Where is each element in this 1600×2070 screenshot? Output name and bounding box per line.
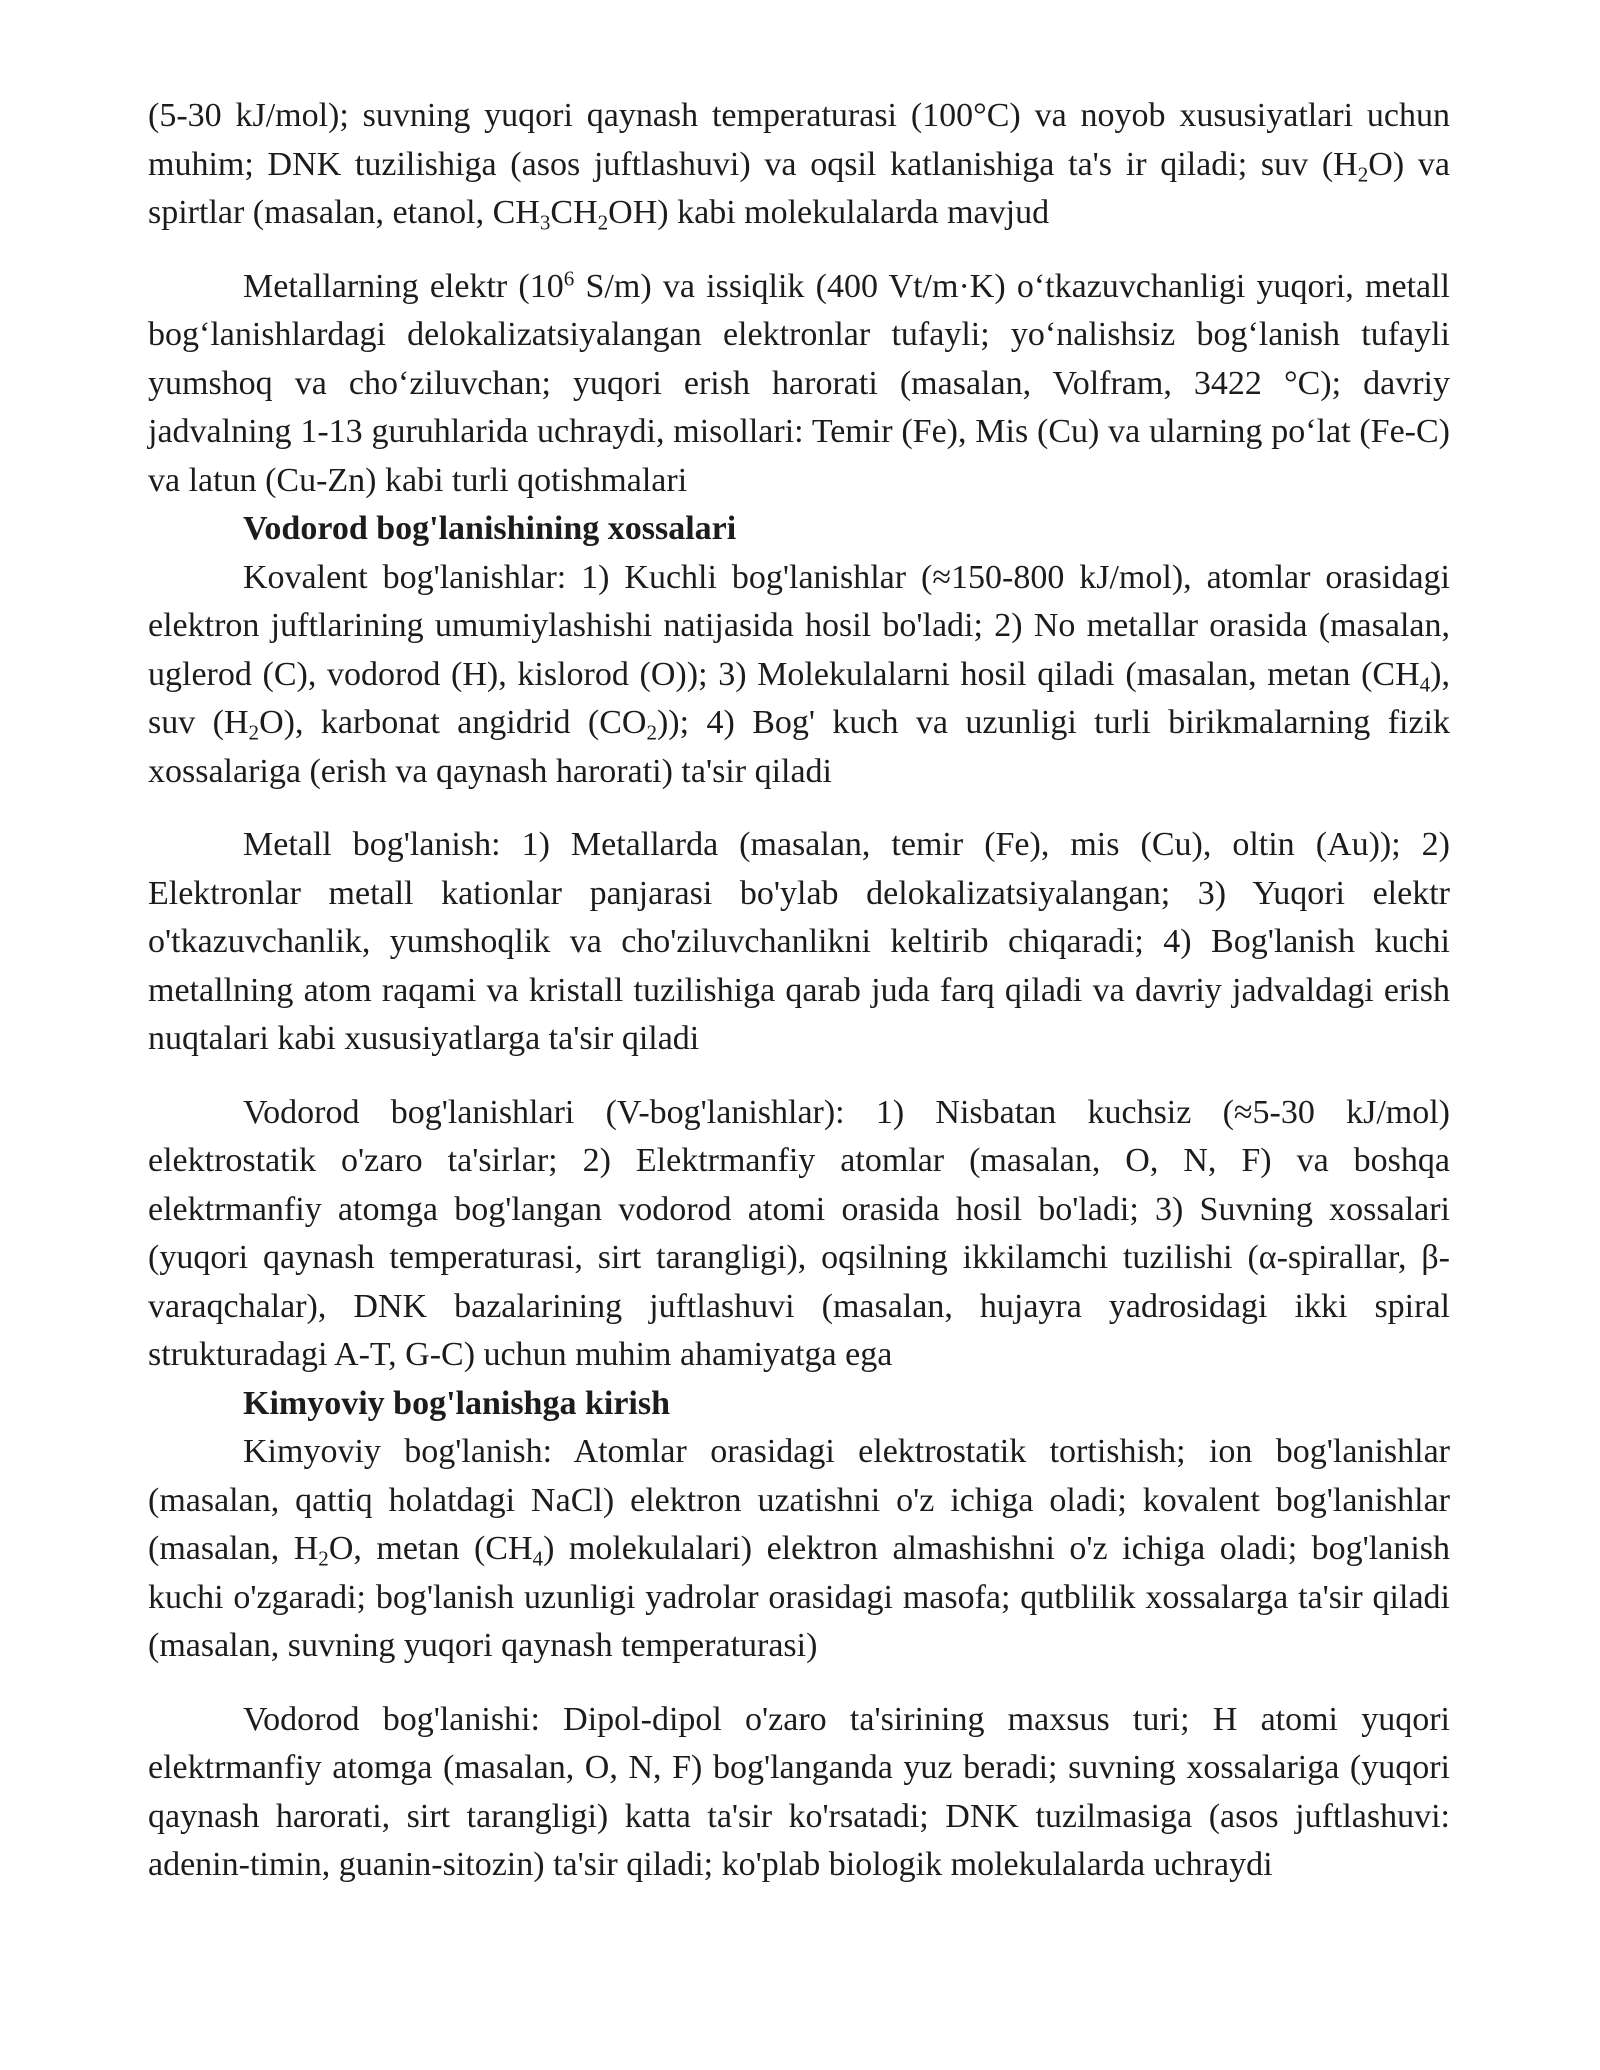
superscript: 6: [563, 265, 575, 290]
subscript: 2: [646, 720, 657, 745]
text-run: CH: [550, 194, 598, 231]
paragraph-metal-properties: [148, 263, 1450, 506]
paragraph-hydrogen-bond-continuation: [148, 92, 1450, 238]
subscript: 4: [1419, 671, 1431, 696]
document-page: [148, 92, 1450, 1890]
section-heading-hydrogen-bond-properties: Vodorod bog'lanishining xossalari: [243, 510, 737, 547]
text-run: (5-30 kJ/mol); suvning yuqori qaynash temperaturasi (100°C) va noyob xususiyatlari uchun muhim; DNK tuzilishiga (asos juftlashuvi) va oqsil katlanishiga ta's ir qiladi; suv (H: [148, 97, 1450, 183]
subscript: 4: [532, 1546, 544, 1571]
text-run: ), suv (H: [148, 655, 1450, 741]
paragraph-hydrogen-bonding: Vodorod bog'lanishi: Dipol-dipol o'zaro ta'sirining maxsus turi; H atomi yuqori elektrmanfiy atomga (masalan, O, N, F) bog'langanda yuz beradi; suvning xossalariga (yuqori qaynash harorati, sirt tarangligi) katta ta'sir ko'rsatadi; DNK tuzilmasiga (asos juftlashuvi: adenin-timin, guanin-sitozin) ta'sir qiladi; ko'plab biologik molekulalarda uchraydi: [148, 1700, 1450, 1883]
text-run: O) va spirtlar (masalan, etanol, CH: [148, 145, 1451, 231]
text-run: Kovalent bog'lanishlar: 1) Kuchli bog'lanishlar (≈150-800 kJ/mol), atomlar orasidagi elektron juftlarining umumiylashishi natijasida hosil bo'ladi; 2) No metallar orasida (masalan, uglerod (C), vodorod (H), kislorod (O)); 3) Molekulalarni hosil qiladi (masalan, metan (CH: [148, 558, 1450, 693]
text-run: OH) kabi molekulalarda mavjud: [608, 194, 1050, 231]
subscript: 2: [1357, 161, 1369, 186]
text-run: )); 4) Bog' kuch va uzunligi turli birikmalarning fizik xossalariga (erish va qaynash harorati) ta'sir qiladi: [148, 704, 1451, 790]
text-run: ) molekulalari) elektron almashishni o'z ichiga oladi; bog'lanish kuchi o'zgaradi; bog'lanish uzunligi yadrolar orasidagi masofa; qutblilik xossalarga ta'sir qiladi (masalan, suvning yuqori qaynash temperaturasi): [148, 1530, 1450, 1664]
text-run: Kimyoviy bog'lanish: Atomlar orasidagi elektrostatik tortishish; ion bog'lanishlar (masalan, qattiq holatdagi NaCl) elektron uzatishni o'z ichiga oladi; kovalent bog'lanishlar (masalan, H: [148, 1433, 1450, 1567]
paragraph-chemical-bonding: [148, 1428, 1450, 1671]
text-run: Metallarning elektr (10: [243, 267, 564, 305]
paragraph-metallic-bond: Metall bog'lanish: 1) Metallarda (masalan, temir (Fe), mis (Cu), oltin (Au)); 2) Elektronlar metall kationlar panjarasi bo'ylab delokalizatsiyalangan; 3) Yuqori elektr o'tkazuvchanlik, yumshoqlik va cho'ziluvchanlikni keltirib chiqaradi; 4) Bog'lanish kuchi metallning atom raqami va kristall tuzilishiga qarab juda farq qiladi va davriy jadvaldagi erish nuqtalari kabi xususiyatlarga ta'sir qiladi: [148, 826, 1450, 1057]
subscript: 2: [597, 210, 609, 235]
subscript: 2: [318, 1546, 329, 1571]
subscript: 2: [248, 720, 260, 745]
text-run: O), karbonat angidrid (CO: [259, 704, 647, 741]
section-heading-chemical-bond-intro: Kimyoviy bog'lanishga kirish: [243, 1384, 670, 1422]
text-run: O, metan (CH: [328, 1530, 533, 1567]
text-run: S/m) va issiqlik (400 Vt/m·K) o‘tkazuvchanligi yuqori, metall bog‘lanishlardagi delokalizatsiyalangan elektronlar tufayli; yo‘nalishsiz bog‘lanish tufayli yumshoq va cho‘ziluvchan; yuqori erish harorati (masalan, Volfram, 3422 °C); davriy jadvalning 1-13 guruhlarida uchraydi, misollari: Temir (Fe), Mis (Cu) va ularning po‘lat (Fe-C) va latun (Cu-Zn) kabi turli qotishmalari: [148, 267, 1450, 499]
paragraph-covalent-bonds: [148, 554, 1450, 797]
paragraph-hydrogen-bonds: Vodorod bog'lanishlari (V-bog'lanishlar): 1) Nisbatan kuchsiz (≈5-30 kJ/mol) elektrostatik o'zaro ta'sirlar; 2) Elektrmanfiy atomlar (masalan, O, N, F) va boshqa elektrmanfiy atomga bog'langan vodorod atomi orasida hosil bo'ladi; 3) Suvning xossalari (yuqori qaynash temperaturasi, sirt tarangligi), oqsilning ikkilamchi tuzilishi (α-spirallar, β-varaqchalar), DNK bazalarining juftlashuvi (masalan, hujayra yadrosidagi ikki spiral strukturadagi A-T, G-C) uchun muhim ahamiyatga ega: [148, 1093, 1450, 1373]
subscript: 3: [539, 210, 551, 235]
